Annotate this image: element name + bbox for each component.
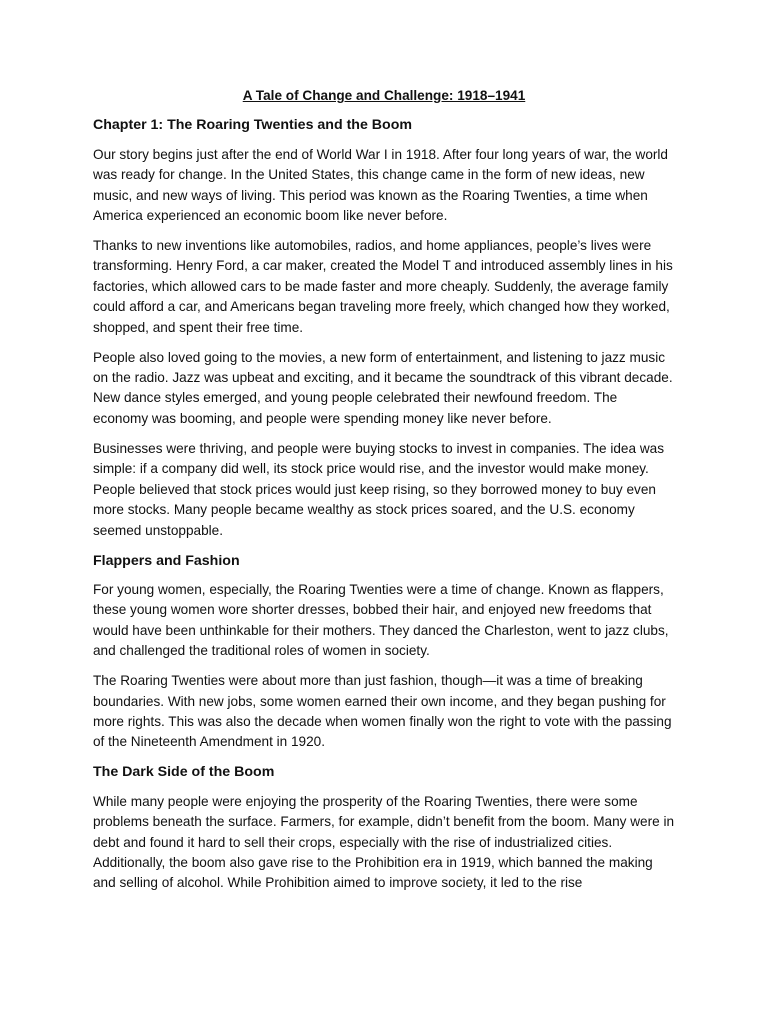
- paragraph: The Roaring Twenties were about more than just fashion, though—it was a time of breaking boundaries. With new jobs, some women earned their own income, and they began pushing for more rights. This was also the decade when women finally won the right to vote with the passing of the Nineteenth Amendment in 1920.: [93, 673, 672, 750]
- paragraph: While many people were enjoying the prosperity of the Roaring Twenties, there were some problems beneath the surface. Farmers, for example, didn’t benefit from the boom. Many were in debt and found it hard to sell their crops, especially with the rise of industrialized cities. Additionally, the boom also gave rise to the Prohibition era in 1919, which banned the making and selling of alcohol. While Prohibition aimed to improve society, it led to the rise: [93, 793, 675, 891]
- section-heading-flappers: Flappers and Fashion: [93, 552, 240, 569]
- paragraph: People also loved going to the movies, a new form of entertainment, and listening to jazz music on the radio. Jazz was upbeat and exciting, and it became the soundtrack of this vibrant decade. New dance styles emerged, and young people celebrated their newfound freedom. The economy was booming, and people were spending money like never before.: [93, 349, 673, 426]
- paragraph: Thanks to new inventions like automobiles, radios, and home appliances, people’s lives were transforming. Henry Ford, a car maker, created the Model T and introduced assembly lines in his factories, which allowed cars to be made faster and more cheaply. Suddenly, the average family could afford a car, and Americans began traveling more freely, which changed how they worked, shopped, and spent their free time.: [93, 238, 673, 335]
- section-heading-dark-side: The Dark Side of the Boom: [93, 764, 275, 781]
- paragraph: Our story begins just after the end of World War I in 1918. After four long years of war, the world was ready for change. In the United States, this change came in the form of new ideas, new music, and new ways of living. This period was known as the Roaring Twenties, a time when America experienced an economic boom like never before.: [93, 146, 668, 224]
- document-title: A Tale of Change and Challenge: 1918–1941: [242, 88, 526, 103]
- paragraph: Businesses were thriving, and people were buying stocks to invest in companies. The idea was simple: if a company did well, its stock price would rise, and the investor would make money. People believed that stock prices would just keep rising, so they borrowed money to buy even more stocks. Many people became wealthy as stock prices soared, and the U.S. economy seemed unstoppable.: [93, 440, 664, 538]
- paragraph: For young women, especially, the Roaring Twenties were a time of change. Known as flappers, these young women wore shorter dresses, bobbed their hair, and enjoyed new freedoms that would have been unthinkable for their mothers. They danced the Charleston, went to jazz clubs, and challenged the traditional roles of women in society.: [93, 581, 669, 659]
- document-page: [93, 86, 675, 903]
- section-heading-chapter-1: Chapter 1: The Roaring Twenties and the Boom: [93, 117, 412, 134]
